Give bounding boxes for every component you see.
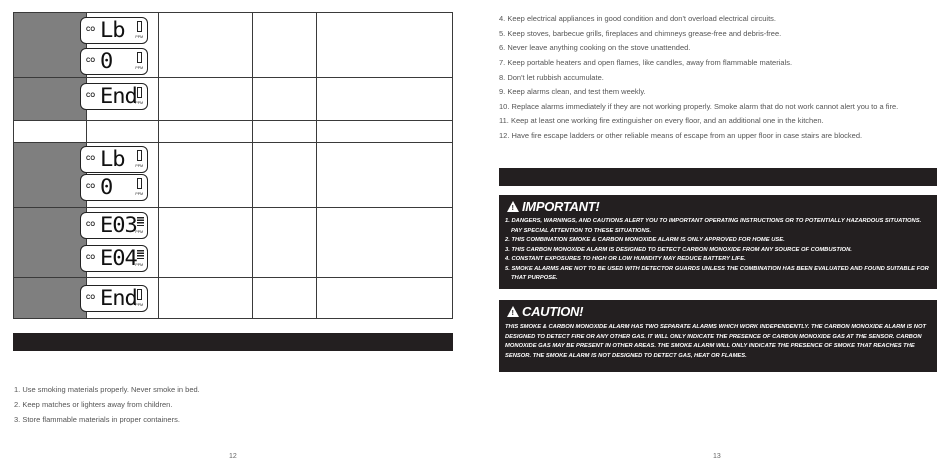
ppm-label: PPM <box>135 35 143 39</box>
co-label: CO <box>86 255 95 261</box>
row-header-cell <box>14 78 87 120</box>
end-of-life-icon <box>137 289 142 300</box>
list-item: 11. Keep at least one working fire extinguisher on every floor, and an additional one in the kitchen. <box>499 116 824 126</box>
section-header-bar <box>13 333 453 351</box>
right-page <box>475 0 950 467</box>
battery-icon <box>137 52 142 63</box>
ppm-label: PPM <box>135 101 143 105</box>
row-header-cell <box>14 121 87 142</box>
lcd-display <box>80 83 148 110</box>
lcd-display <box>80 285 148 312</box>
ppm-label: PPM <box>135 263 143 267</box>
co-label: CO <box>86 93 95 99</box>
lcd-reading: 0 <box>100 49 113 73</box>
lcd-reading: Lb <box>100 147 125 171</box>
left-page <box>0 0 470 467</box>
caution-title: CAUTION! <box>522 304 584 319</box>
fire-safety-list <box>14 384 200 429</box>
warning-triangle-icon <box>507 201 519 212</box>
list-item: 2. Keep matches or lighters away from children. <box>14 400 173 409</box>
row-header-cell <box>14 143 87 207</box>
important-heading <box>507 199 599 214</box>
bars-icon <box>137 217 144 227</box>
list-item: 7. Keep portable heaters and open flames, like candles, away from flammable materials. <box>499 57 793 67</box>
list-item: 1. Use smoking materials properly. Never smoke in bed. <box>14 385 200 394</box>
important-item: 2. THIS COMBINATION SMOKE & CARBON MONOXIDE ALARM IS ONLY APPROVED FOR HOME USE. <box>505 237 785 243</box>
list-item: 6. Never leave anything cooking on the stove unattended. <box>499 43 691 53</box>
list-item: 10. Replace alarms immediately if they are not working properly. Smoke alarm that do not work cannot alert you to a fire. <box>499 101 899 111</box>
end-of-life-icon <box>137 87 142 98</box>
important-body <box>505 217 931 284</box>
row-header-cell <box>14 278 87 318</box>
lcd-display <box>80 146 148 173</box>
co-label: CO <box>86 295 95 301</box>
lcd-reading: E03 <box>100 213 137 237</box>
fire-safety-list <box>499 13 898 145</box>
caution-heading <box>507 304 583 319</box>
table-row <box>14 121 452 143</box>
lcd-table <box>13 12 453 319</box>
important-item: 1. DANGERS, WARNINGS, AND CAUTIONS ALERT YOU TO IMPORTANT OPERATING INSTRUCTIONS OR TO POTENTIALLY HAZARDOUS SITUATIONS. PAY SPECIAL ATTENTION TO THESE SITUATIONS. <box>505 218 922 234</box>
lcd-reading: E04 <box>100 246 137 270</box>
battery-icon <box>137 21 142 32</box>
list-item: 3. Store flammable materials in proper containers. <box>14 415 180 424</box>
battery-icon <box>137 150 142 161</box>
ppm-label: PPM <box>135 192 143 196</box>
important-notice <box>499 195 937 289</box>
lcd-display <box>80 17 148 44</box>
list-item: 8. Don't let rubbish accumulate. <box>499 72 604 82</box>
section-header-bar <box>499 168 937 186</box>
co-label: CO <box>86 222 95 228</box>
battery-icon <box>137 178 142 189</box>
ppm-label: PPM <box>135 303 143 307</box>
co-label: CO <box>86 184 95 190</box>
co-label: CO <box>86 27 95 33</box>
important-title: IMPORTANT! <box>522 199 600 214</box>
caution-body <box>505 323 931 361</box>
ppm-label: PPM <box>135 66 143 70</box>
ppm-label: PPM <box>135 230 143 234</box>
caution-notice <box>499 300 937 372</box>
ppm-label: PPM <box>135 164 143 168</box>
lcd-reading: End <box>100 286 137 310</box>
list-item: 9. Keep alarms clean, and test them weekly. <box>499 87 646 97</box>
list-item: 4. Keep electrical appliances in good condition and don't overload electrical circuits. <box>499 14 777 23</box>
page-number: 12 <box>229 453 237 460</box>
bars-icon <box>137 250 144 260</box>
important-item: 5. SMOKE ALARMS ARE NOT TO BE USED WITH DETECTOR GUARDS UNLESS THE COMBINATION HAS BEEN EVALUATED AND FOUND SUITABLE FOR THAT PURPOSE. <box>505 265 929 281</box>
list-item: 5. Keep stoves, barbecue grills, fireplaces and chimneys grease-free and debris-free. <box>499 28 782 38</box>
important-item: 4. CONSTANT EXPOSURES TO HIGH OR LOW HUMIDITY MAY REDUCE BATTERY LIFE. <box>505 256 746 262</box>
row-header-cell <box>14 208 87 277</box>
lcd-reading: Lb <box>100 18 125 42</box>
co-label: CO <box>86 156 95 162</box>
important-item: 3. THIS CARBON MONOXIDE ALARM IS DESIGNED TO DETECT CARBON MONOXIDE FROM ANY SOURCE OF COMBUSTION. <box>505 246 852 253</box>
warning-triangle-icon <box>507 306 519 317</box>
caution-text: THIS SMOKE & CARBON MONOXIDE ALARM HAS TWO SEPARATE ALARMS WHICH WORK INDEPENDENTLY. THE CARBON MONOXIDE ALARM IS NOT DESIGNED TO DETECT FIRE OR ANY OTHER GAS. IT WILL ONLY INDICATE THE PRESENCE OF CARBON MONOXIDE GAS AT THE SENSOR. CARBON MONOXIDE GAS MAY BE PRESENT IN OTHER AREAS. THE SMOKE ALARM WILL ONLY INDICATE THE PRESENCE OF SMOKE THAT REACHES THE SENSOR. THE SMOKE ALARM IS NOT DESIGNED TO DETECT GAS, HEAT OR FLAMES. <box>505 324 927 359</box>
lcd-display <box>80 174 148 201</box>
co-label: CO <box>86 58 95 64</box>
lcd-display <box>80 48 148 75</box>
list-item: 12. Have fire escape ladders or other reliable means of escape from an upper floor in case stairs are blocked. <box>499 131 863 141</box>
lcd-display <box>80 245 148 272</box>
page-number: 13 <box>713 453 721 460</box>
lcd-reading: 0 <box>100 175 113 199</box>
lcd-display <box>80 212 148 239</box>
row-header-cell <box>14 13 87 77</box>
lcd-reading: End <box>100 84 137 108</box>
